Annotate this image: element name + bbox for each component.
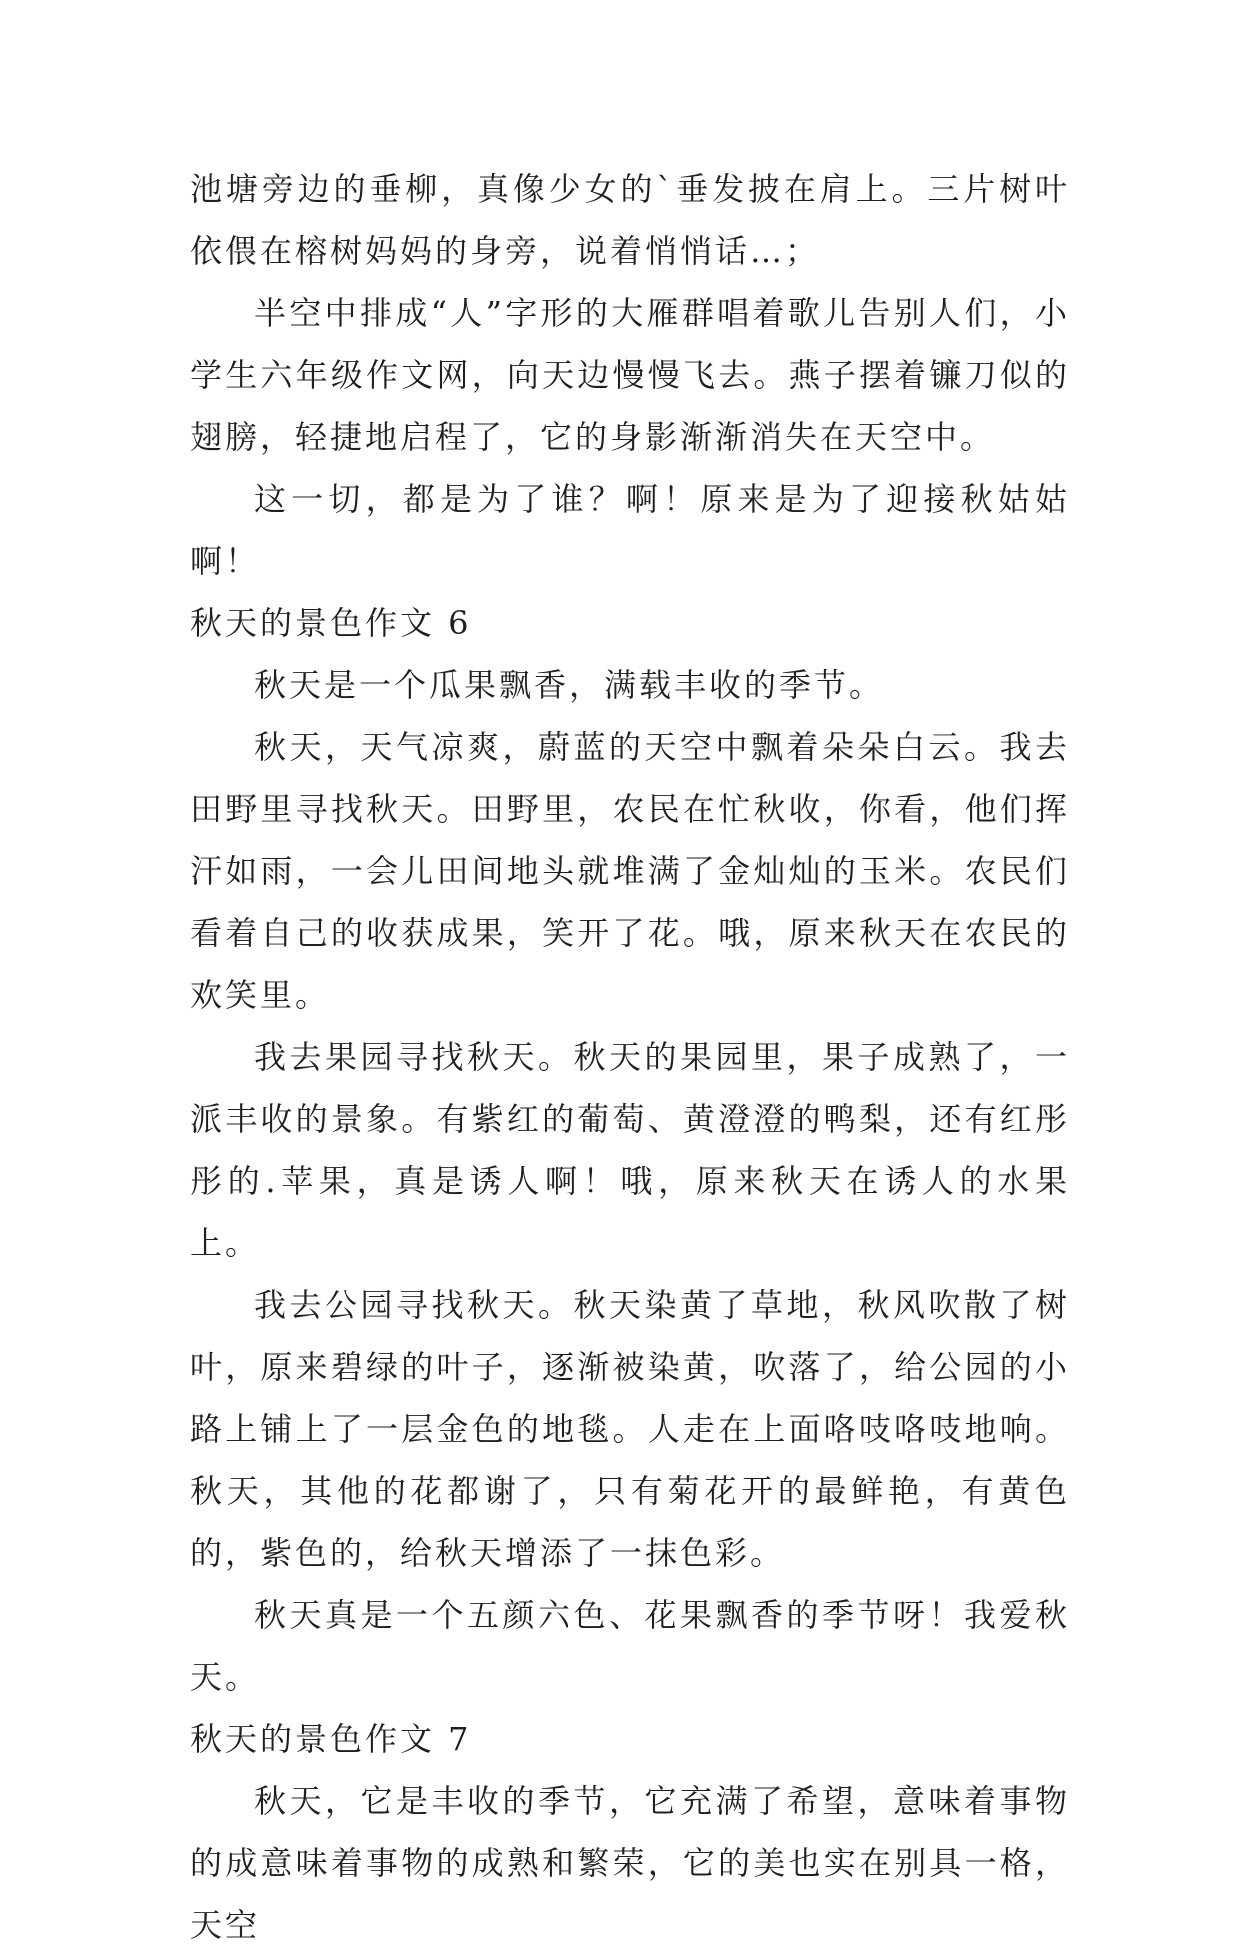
paragraph-fields: 秋天，天气凉爽，蔚蓝的天空中飘着朵朵白云。我去田野里寻找秋天。田野里，农民在忙秋收，你看，他们挥汗如雨，一会儿田间地头就堆满了金灿灿的玉米。农民们看着自己的收获成果，笑开了花。哦，原来秋天在农民的欢笑里。: [190, 728, 1070, 1014]
paragraph-orchard: 我去果园寻找秋天。秋天的果园里，果子成熟了，一派丰收的景象。有紫红的葡萄、黄澄澄的鸭梨，还有红彤彤的.苹果，真是诱人啊！哦，原来秋天在诱人的水果上。: [190, 1038, 1070, 1262]
paragraph-love-autumn: 秋天真是一个五颜六色、花果飘香的季节呀！我爱秋天。: [190, 1596, 1070, 1696]
paragraph-autumn-hope: 秋天，它是丰收的季节，它充满了希望，意味着事物的成意味着事物的成熟和繁荣，它的美也实在别具一格，天空: [190, 1782, 1070, 1944]
section-heading-7: 秋天的景色作文 7: [190, 1720, 472, 1758]
paragraph-willow: 池塘旁边的垂柳，真像少女的`垂发披在肩上。三片树叶依偎在榕树妈妈的身旁，说着悄悄话…；: [190, 170, 1070, 270]
paragraph-welcome-autumn: 这一切，都是为了谁？啊！原来是为了迎接秋姑姑啊！: [190, 480, 1070, 580]
paragraph-harvest-season: 秋天是一个瓜果飘香，满载丰收的季节。: [254, 666, 885, 704]
section-heading-6: 秋天的景色作文 6: [190, 604, 472, 642]
document-body: [190, 158, 1070, 1956]
paragraph-park: 我去公园寻找秋天。秋天染黄了草地，秋风吹散了树叶，原来碧绿的叶子，逐渐被染黄，吹落了，给公园的小路上铺上了一层金色的地毯。人走在上面咯吱咯吱地响。秋天，其他的花都谢了，只有菊花开的最鲜艳，有黄色的，紫色的，给秋天增添了一抹色彩。: [190, 1286, 1070, 1572]
paragraph-geese: 半空中排成“人”字形的大雁群唱着歌儿告别人们，小学生六年级作文网，向天边慢慢飞去。燕子摆着镰刀似的翅膀，轻捷地启程了，它的身影渐渐消失在天空中。: [190, 294, 1070, 456]
